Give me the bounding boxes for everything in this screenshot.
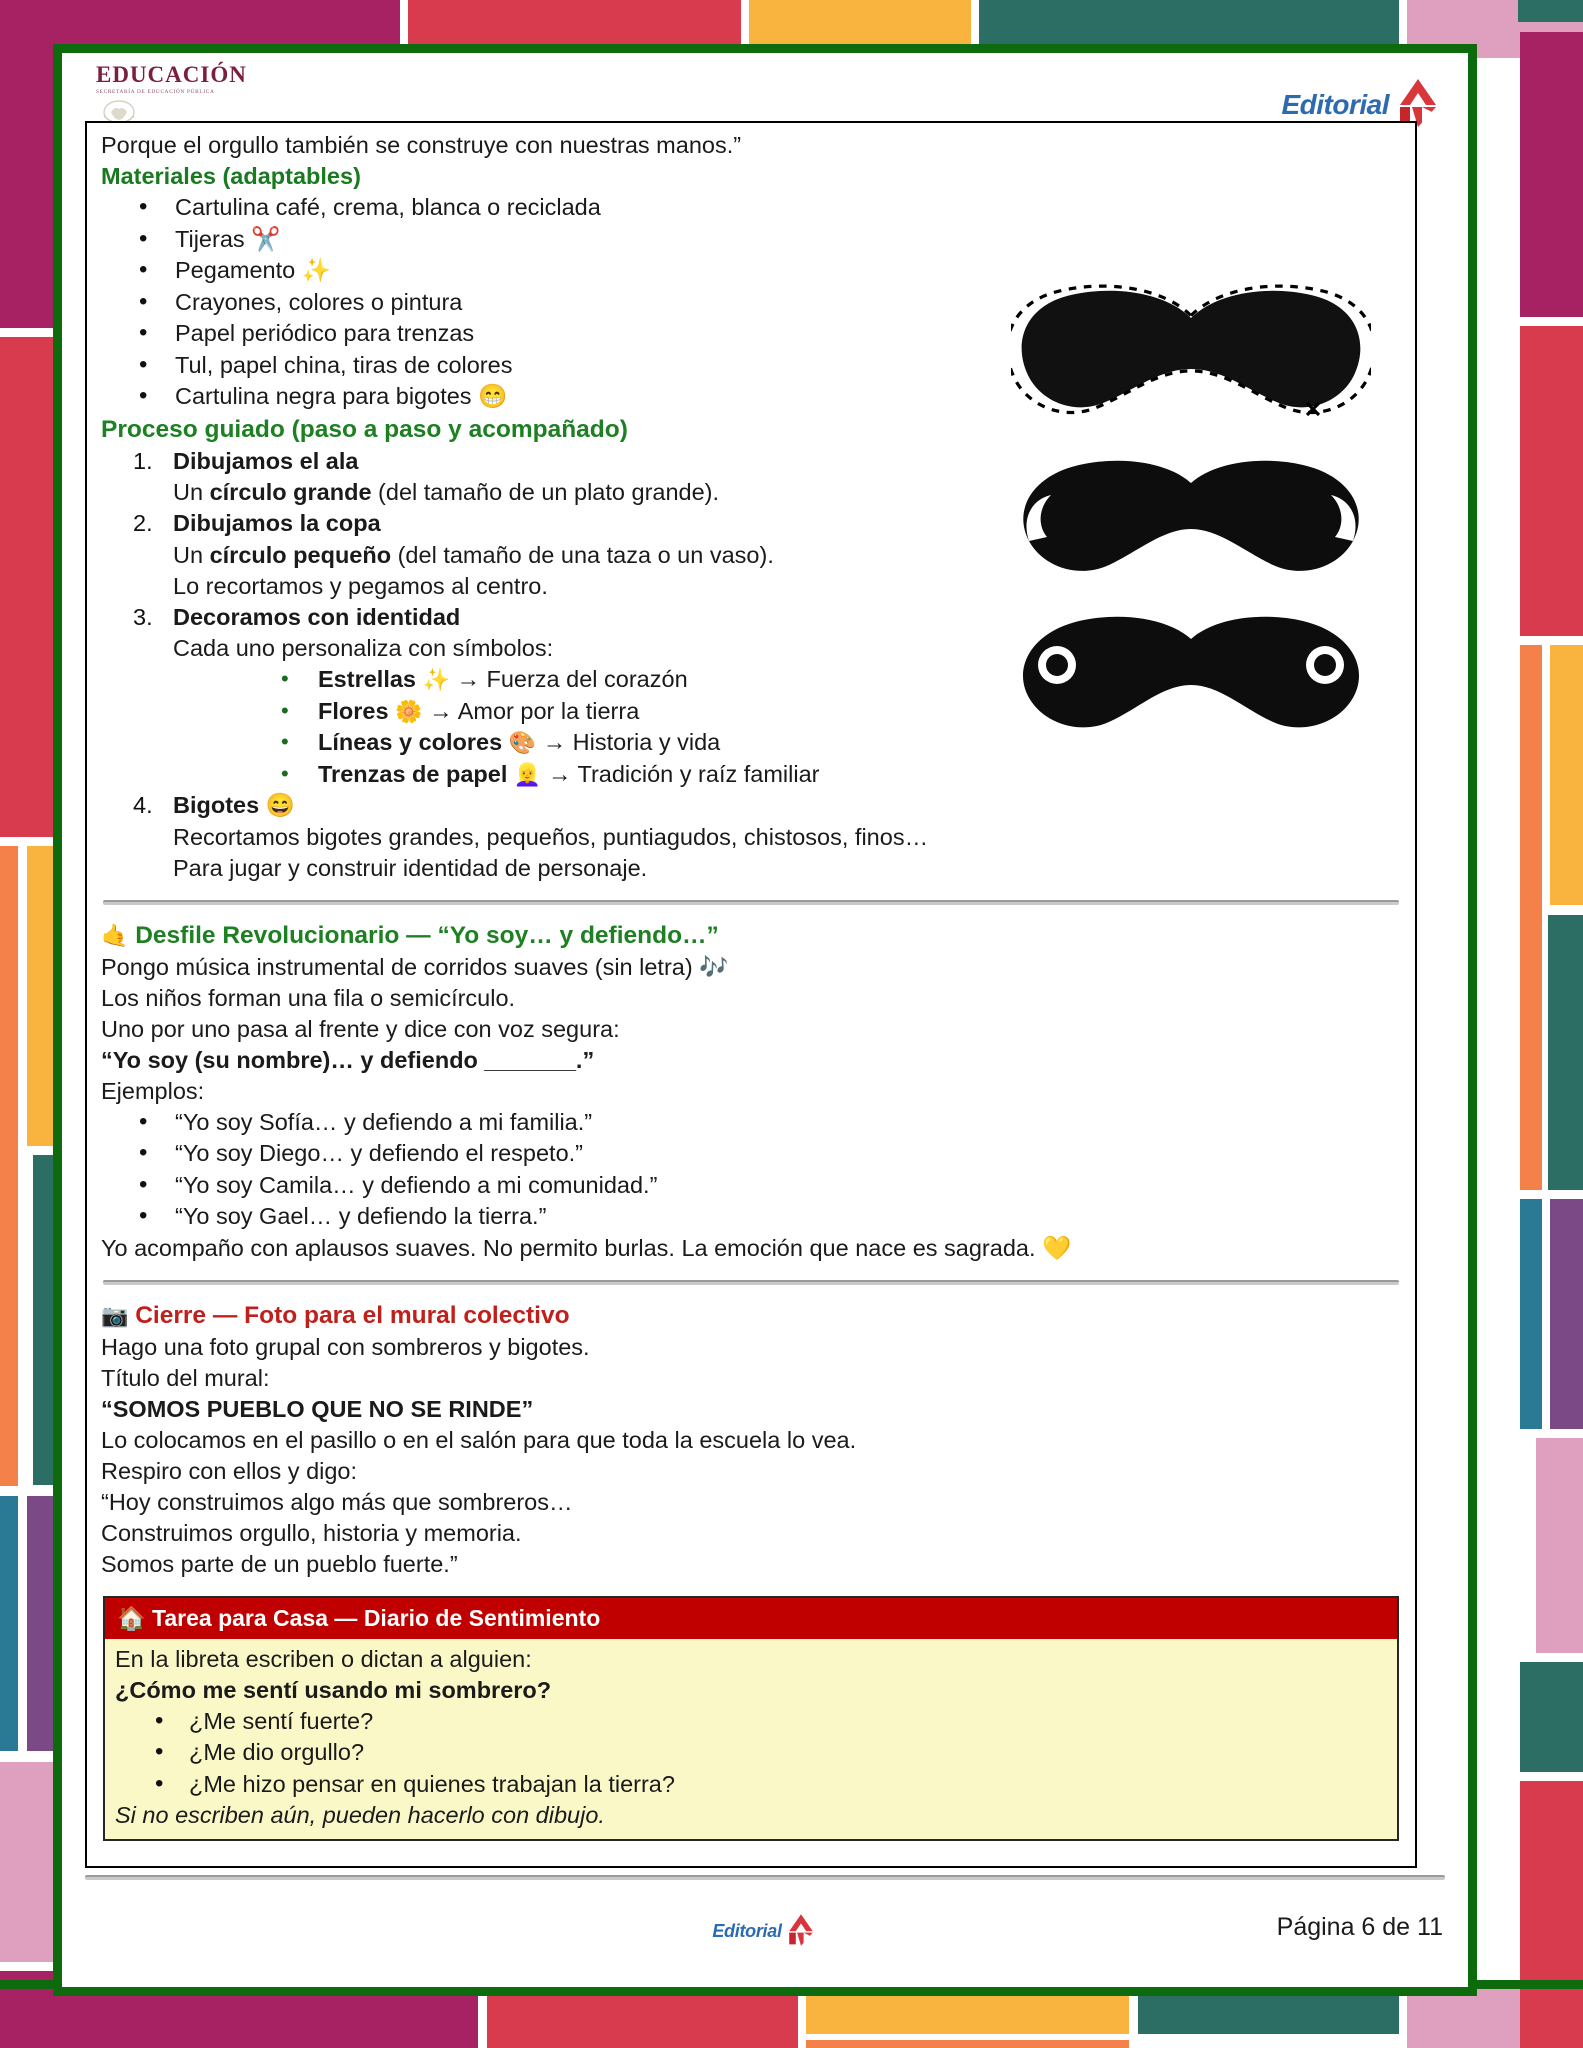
mosaic-tile-orange-left (0, 846, 18, 1486)
parade-chant: “Yo soy (su nombre)… y defiendo _______.” (101, 1046, 595, 1073)
step-title: Bigotes 😄 (173, 792, 295, 818)
parade-heading-row (101, 919, 1401, 952)
step-title: Dibujamos el ala (173, 447, 359, 474)
mosaic-tile-blue-left (0, 1496, 18, 1751)
list-item: • Cartulina negra para bigotes 😁 (101, 381, 1401, 413)
closing-line: Hago una foto grupal con sombreros y bigotes. (101, 1333, 590, 1360)
list-item: • Pegamento ✨ (101, 255, 1401, 287)
brand-word: Editorial (1281, 89, 1389, 120)
mural-title: “SOMOS PUEBLO QUE NO SE RINDE” (101, 1395, 534, 1422)
homework-items-list (115, 1706, 1387, 1801)
list-item: • Papel periódico para trenzas (101, 318, 1401, 350)
homework-heading: Tarea para Casa — Diario de Sentimiento (152, 1604, 601, 1631)
closing-line: Construimos orgullo, historia y memoria. (101, 1519, 522, 1546)
arrow-icon: → (542, 729, 567, 755)
materials-list (101, 192, 1401, 413)
footer-editorial-md-logo (712, 1913, 817, 1950)
closing-heading-row (101, 1299, 1401, 1332)
step-title: Dibujamos la copa (173, 510, 381, 536)
sep-logo-title: EDUCACIÓN (96, 62, 247, 87)
sep-logo (96, 63, 326, 130)
mosaic-tile-pink-bottom (1407, 1989, 1520, 2048)
mosaic-tile-amber-top (749, 0, 971, 44)
step-line: Lo recortamos y pegamos al centro. (173, 572, 548, 599)
closing-line: “Hoy construimos algo más que sombreros… (101, 1488, 573, 1515)
step-title: Decoramos con identidad (173, 603, 461, 630)
lesson-content-box (85, 121, 1417, 1868)
parade-line: Pongo música instrumental de corridos suaves (sin letra) 🎶 (101, 953, 729, 980)
arrow-icon: → (429, 697, 453, 724)
parade-line: Los niños forman una fila o semicírculo. (101, 984, 516, 1011)
list-item (173, 727, 1401, 759)
process-step-3 (101, 602, 1401, 791)
step-line: Un círculo pequeño (del tamaño de una taza o un vaso). (173, 541, 774, 568)
closing-line: Lo colocamos en el pasillo o en el salón para que toda la escuela lo vea. (101, 1426, 857, 1453)
parade-examples-list (101, 1107, 1401, 1233)
mosaic-tile-magenta-bottom (0, 1989, 478, 2048)
closing-line: Somos parte de un pueblo fuerte.” (101, 1550, 458, 1577)
parade-heading: Desfile Revolucionario — “Yo soy… y defiendo…” (135, 921, 719, 949)
parade-line: Uno por uno pasa al frente y dice con voz segura: (101, 1015, 620, 1042)
list-item: • “Yo soy Diego… y defiendo el respeto.” (101, 1138, 1401, 1170)
mosaic-tile-teal-right (1548, 915, 1583, 1190)
materials-heading: Materiales (adaptables) (101, 163, 361, 189)
homework-body (105, 1639, 1397, 1840)
mosaic-tile-pink-right (1536, 1438, 1583, 1653)
list-item: • Cartulina café, crema, blanca o reciclada (101, 192, 1401, 224)
symbol-meaning: Amor por la tierra (457, 697, 640, 724)
mosaic-tile-purple-right (1550, 1199, 1583, 1429)
step-line: Cada uno personaliza con símbolos: (173, 635, 554, 661)
step-line: Un círculo grande (del tamaño de un plato grande). (173, 479, 720, 505)
process-step-2 (101, 508, 1401, 602)
symbol-meaning: Tradición y raíz familiar (577, 760, 820, 787)
step-line: Para jugar y construir identidad de personaje. (173, 854, 648, 881)
mosaic-tile-teal-right-top (1518, 0, 1583, 22)
list-item: • ¿Me sentí fuerte? (115, 1706, 1387, 1738)
footer-divider (85, 1875, 1445, 1880)
list-item (173, 664, 1401, 696)
page-number: Página 6 de 11 (1276, 1913, 1443, 1941)
mosaic-tile-magenta-left (0, 0, 57, 328)
brand-word: Editorial (712, 1920, 782, 1941)
document-footer (85, 1875, 1445, 1975)
section-divider (103, 1280, 1399, 1285)
hand-pointing-icon: 🤙 (101, 922, 129, 948)
mosaic-tile-teal-right-low (1520, 1662, 1583, 1772)
symbol-meaning: Historia y vida (572, 729, 721, 755)
symbol-name: Flores (318, 697, 389, 724)
mosaic-tile-crimson-right-low (1520, 1781, 1583, 2048)
list-item: • “Yo soy Sofía… y defiendo a mi familia.” (101, 1107, 1401, 1139)
list-item: • Crayones, colores o pintura (101, 287, 1401, 319)
house-icon: 🏠 (117, 1604, 146, 1631)
document-sheet (53, 44, 1477, 1996)
arrow-icon: → (547, 760, 572, 787)
sparkles-icon: ✨ (422, 667, 450, 692)
closing-line: Respiro con ellos y digo: (101, 1457, 358, 1484)
mosaic-tile-blue-right (1520, 1199, 1542, 1429)
flower-icon: 🌼 (395, 698, 423, 724)
homework-callout (103, 1596, 1399, 1842)
mosaic-tile-crimson-right (1520, 326, 1583, 636)
sep-logo-subtitle: SECRETARÍA DE EDUCACIÓN PÚBLICA (96, 89, 215, 95)
symbol-name: Líneas y colores (318, 729, 503, 755)
homework-heading-row (105, 1598, 1397, 1639)
mosaic-tile-teal-top (979, 0, 1399, 44)
mosaic-tile-crimson-bottom (487, 1989, 798, 2048)
mosaic-tile-crimson-left (0, 337, 57, 837)
examples-label: Ejemplos: (101, 1077, 205, 1104)
parade-closing: Yo acompaño con aplausos suaves. No permito burlas. La emoción que nace es sagrada. 💛 (101, 1234, 1072, 1261)
list-item (173, 759, 1401, 791)
closing-heading: Cierre — Foto para el mural colectivo (135, 1301, 570, 1329)
mosaic-tile-orange-bottom (806, 2040, 1129, 2048)
list-item: • Tul, papel china, tiras de colores (101, 350, 1401, 382)
md-logo-icon (784, 1913, 818, 1947)
process-step-4 (101, 790, 1401, 884)
section-divider (103, 900, 1399, 905)
list-item: • ¿Me hizo pensar en quienes trabajan la tierra? (115, 1769, 1387, 1801)
arrow-icon: → (456, 666, 480, 692)
person-braids-icon: 👱‍♀️ (513, 761, 542, 787)
homework-note: Si no escriben aún, pueden hacerlo con dibujo. (115, 1802, 605, 1828)
document-header (62, 53, 1468, 123)
step-line: Recortamos bigotes grandes, pequeños, puntiagudos, chistosos, finos… (173, 823, 929, 850)
list-item: • ¿Me dio orgullo? (115, 1737, 1387, 1769)
mosaic-tile-magenta-right (1520, 32, 1583, 317)
list-item: • “Yo soy Gael… y defiendo la tierra.” (101, 1201, 1401, 1233)
palette-icon: 🎨 (508, 730, 537, 755)
identity-symbols-list (173, 664, 1401, 790)
closing-line: Título del mural: (101, 1364, 270, 1391)
homework-intro: En la libreta escriben o dictan a alguien: (115, 1645, 532, 1672)
mosaic-tile-pink-left (0, 1762, 57, 1962)
camera-icon: 📷 (101, 1302, 129, 1328)
process-heading: Proceso guiado (paso a paso y acompañado) (101, 415, 628, 443)
intro-line: Porque el orgullo también se construye con nuestras manos.” (101, 132, 742, 158)
mosaic-tile-orange-right (1520, 645, 1542, 1190)
process-steps (101, 446, 1401, 884)
symbol-name: Estrellas (318, 666, 416, 692)
symbol-name: Trenzas de papel (318, 760, 508, 787)
process-step-1 (101, 446, 1401, 509)
list-item: • Tijeras ✂️ (101, 224, 1401, 256)
list-item: • “Yo soy Camila… y defiendo a mi comunidad.” (101, 1170, 1401, 1202)
mosaic-tile-amber-right (1550, 645, 1583, 905)
symbol-meaning: Fuerza del corazón (486, 666, 688, 692)
homework-question: ¿Cómo me sentí usando mi sombrero? (115, 1676, 552, 1703)
list-item (173, 696, 1401, 728)
